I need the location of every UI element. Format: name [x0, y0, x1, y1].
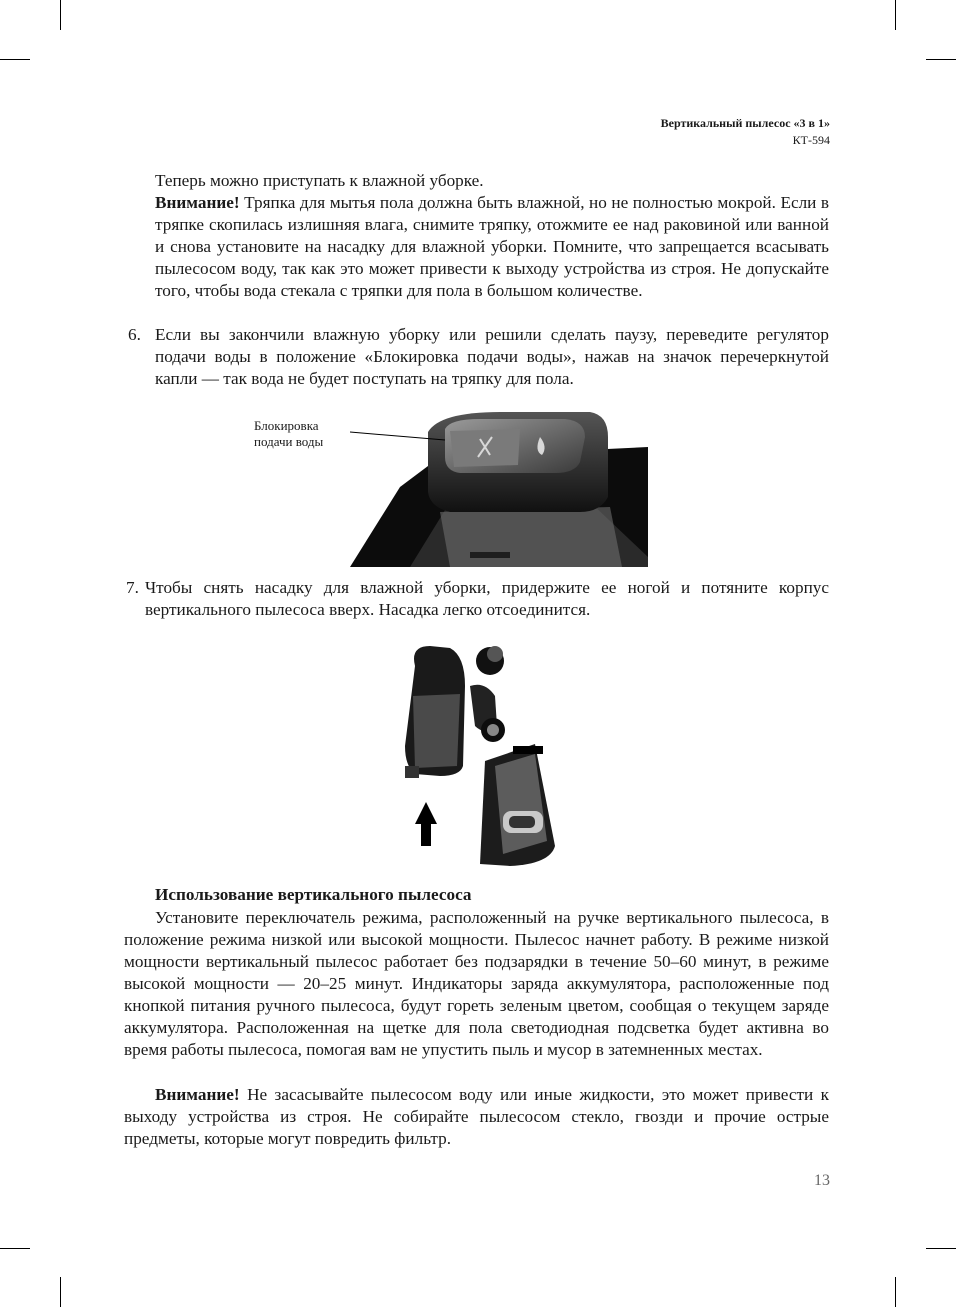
- water-control-photo: [350, 407, 648, 567]
- running-header-title: Вертикальный пылесос «3 в 1»: [660, 116, 830, 130]
- crop-mark: [895, 1277, 896, 1307]
- intro-line: Теперь можно приступать к влажной уборке.: [155, 171, 484, 190]
- caption-line: подачи воды: [254, 434, 324, 449]
- step-7-number: 7.: [126, 578, 139, 597]
- warning-text: Тряпка для мытья пола должна быть влажной, но не полностью мокрой. Если в тряпке скопилась излишняя влага, снимите тряпку, отожмите ее над раковиной или ванной и снова установите на насадку для влажной уборки. Помните, что запрещается всасывать пылесосом воду, так как это может привести к выходу устройства из строя. Не допускайте того, чтобы вода стекала с тряпки для пола в большом количестве.: [155, 193, 829, 300]
- warning-label: Внимание!: [155, 193, 240, 212]
- running-header-model: КТ-594: [792, 133, 830, 147]
- step-7-text: Чтобы снять насадку для влажной уборки, придержите ее ногой и потяните корпус вертикального пылесоса вверх. Насадка легко отсоединится.: [145, 578, 829, 619]
- usage-warning-paragraph: [124, 1084, 829, 1150]
- step-6-text: Если вы закончили влажную уборку или решили сделать паузу, переведите регулятор подачи воды в положение «Блокировка подачи воды», нажав на значок перечеркнутой капли — так вода не будет поступать на тряпку для пола.: [155, 325, 829, 388]
- warning-text: Не засасывайте пылесосом воду или иные жидкости, это может привести к выходу устройства из строя. Не собирайте пылесосом стекло, гвозди и прочие острые предметы, которые могут повредить фильтр.: [124, 1085, 829, 1148]
- detach-mop-photo: [385, 626, 575, 884]
- crop-mark: [60, 0, 61, 30]
- warning-label: Внимание!: [155, 1085, 240, 1104]
- crop-mark: [926, 1248, 956, 1249]
- crop-mark: [0, 1248, 30, 1249]
- caption-line: Блокировка: [254, 418, 319, 433]
- page-number: 13: [814, 1172, 830, 1189]
- step-6-number: 6.: [128, 325, 141, 344]
- crop-mark: [895, 0, 896, 30]
- crop-mark: [926, 59, 956, 60]
- crop-mark: [0, 59, 30, 60]
- figure-1-caption: [254, 418, 323, 450]
- usage-paragraph: Установите переключатель режима, расположенный на ручке вертикального пылесоса, в положение режима низкой или высокой мощности. Пылесос начнет работу. В режиме низкой мощности вертикальный пылесос работает без подзарядки в течение 50–60 минут, в режиме высокой мощности — 20–25 минут. Индикаторы заряда аккумулятора, расположенные под кнопкой питания ручного пылесоса, будут гореть зеленым цветом, сообщая о текущем заряде аккумулятора. Расположенная на щетке для пола светодиодная подсветка будет активна во время работы пылесоса, помогая вам не упустить пыль и мусор в затемненных местах.: [124, 908, 829, 1059]
- crop-mark: [60, 1277, 61, 1307]
- section-heading: Использование вертикального пылесоса: [155, 885, 472, 904]
- intro-paragraph: [155, 170, 829, 302]
